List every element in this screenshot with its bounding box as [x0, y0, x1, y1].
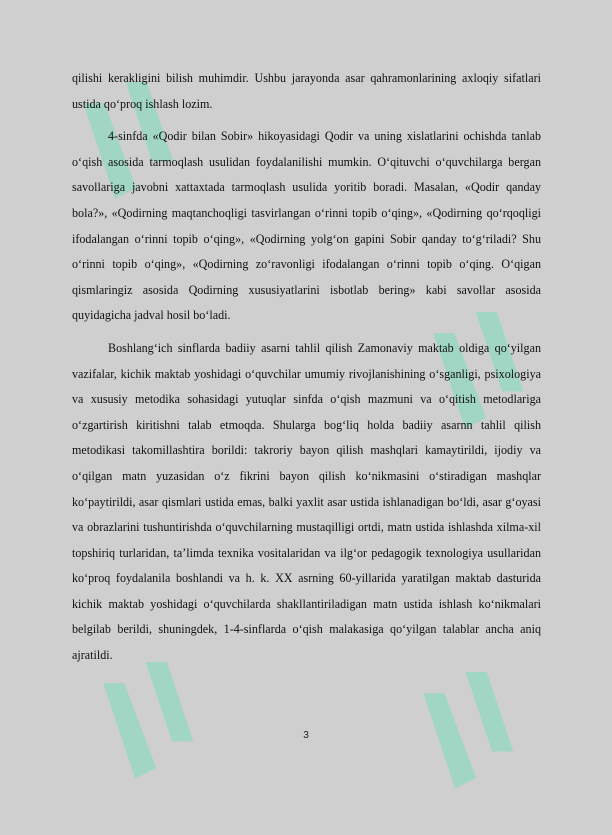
paragraph: Boshlang‘ich sinflarda badiiy asarni tahlil qilish Zamonaviy maktab oldiga qo‘yilgan vazifalar, kichik maktab yoshidagi o‘quvchilar umumiy rivojlanishining o‘sganligi, psixologiya va xususiy metodika sohasidagi yutuqlar sinfda o‘qish mazmuni va o‘qitish metodlariga o‘zgartirish kiritishni talab etmoqda. Shularga bog‘liq holda badiiy asarnn tahlil qilish metodikasi takomillashtira borildi: takroriy bayon qilish mashqlari kamaytirildi, ijodiy va o‘qilgan matn yuzasidan o‘z fikrini bayon qilish ko‘nikmasini o‘stiradigan mashqlar ko‘paytirildi, asar qismlari ustida emas, balki yaxlit asar ustida ishlanadigan bo‘ldi, asar g‘oyasi va obrazlarini tushuntirishda o‘quvchilarning mustaqilligi ortdi, matn ustida ishlashda xilma-xil topshiriq turlaridan, ta’limda texnika vositalaridan va ilg‘or pedagogik texnologiya usullaridan ko‘proq foydalanila boshlandi va h. k. XX asrning 60-yillarida yaratilgan maktab dasturida kichik maktab yoshidagi o‘quvchilarda shakllantiriladigan matn ustida ishlash ko‘nikmalari belgilab berildi, shuningdek, 1-4-sinflarda o‘qish malakasiga qo‘yilgan talablar ancha aniq ajratildi.	[72, 340, 541, 663]
page-body	[72, 66, 541, 669]
page-number: 3	[303, 730, 309, 741]
paragraph: 4-sinfda «Qodir bilan Sobir» hikoyasidagi Qodir va uning xislatlarini ochishda tanlab o‘qish asosida tarmoqlash usulidan foydalanilishi mumkin. O‘qituvchi o‘quvchilarga bergan savollariga javobni xattaxtada tarmoqlash usulida yoritib boradi. Masalan, «Qodir qanday bola?», «Qodirning maqtanchoqligi tasvirlangan o‘rinni topib o‘qing», «Qodirning qo‘rqoqligi ifodalangan o‘rinni topib o‘qing», «Qodirning yolg‘on gapini Sobir qanday to‘g‘riladi? Shu o‘rinni topib o‘qing», «Qodirning zo‘ravonligi ifodalangan o‘rinni topib o‘qing. O‘qigan qismlaringiz asosida Qodirning xususiyatlarini isbotlab bering» kabi savollar asosida quyidagicha jadval hosil bo‘ladi.	[72, 129, 541, 323]
paragraph: qilishi kerakligini bilish muhimdir. Ushbu jarayonda asar qahramonlarining axloqiy sifatlari ustida qo‘proq ishlash lozim.	[72, 71, 541, 111]
